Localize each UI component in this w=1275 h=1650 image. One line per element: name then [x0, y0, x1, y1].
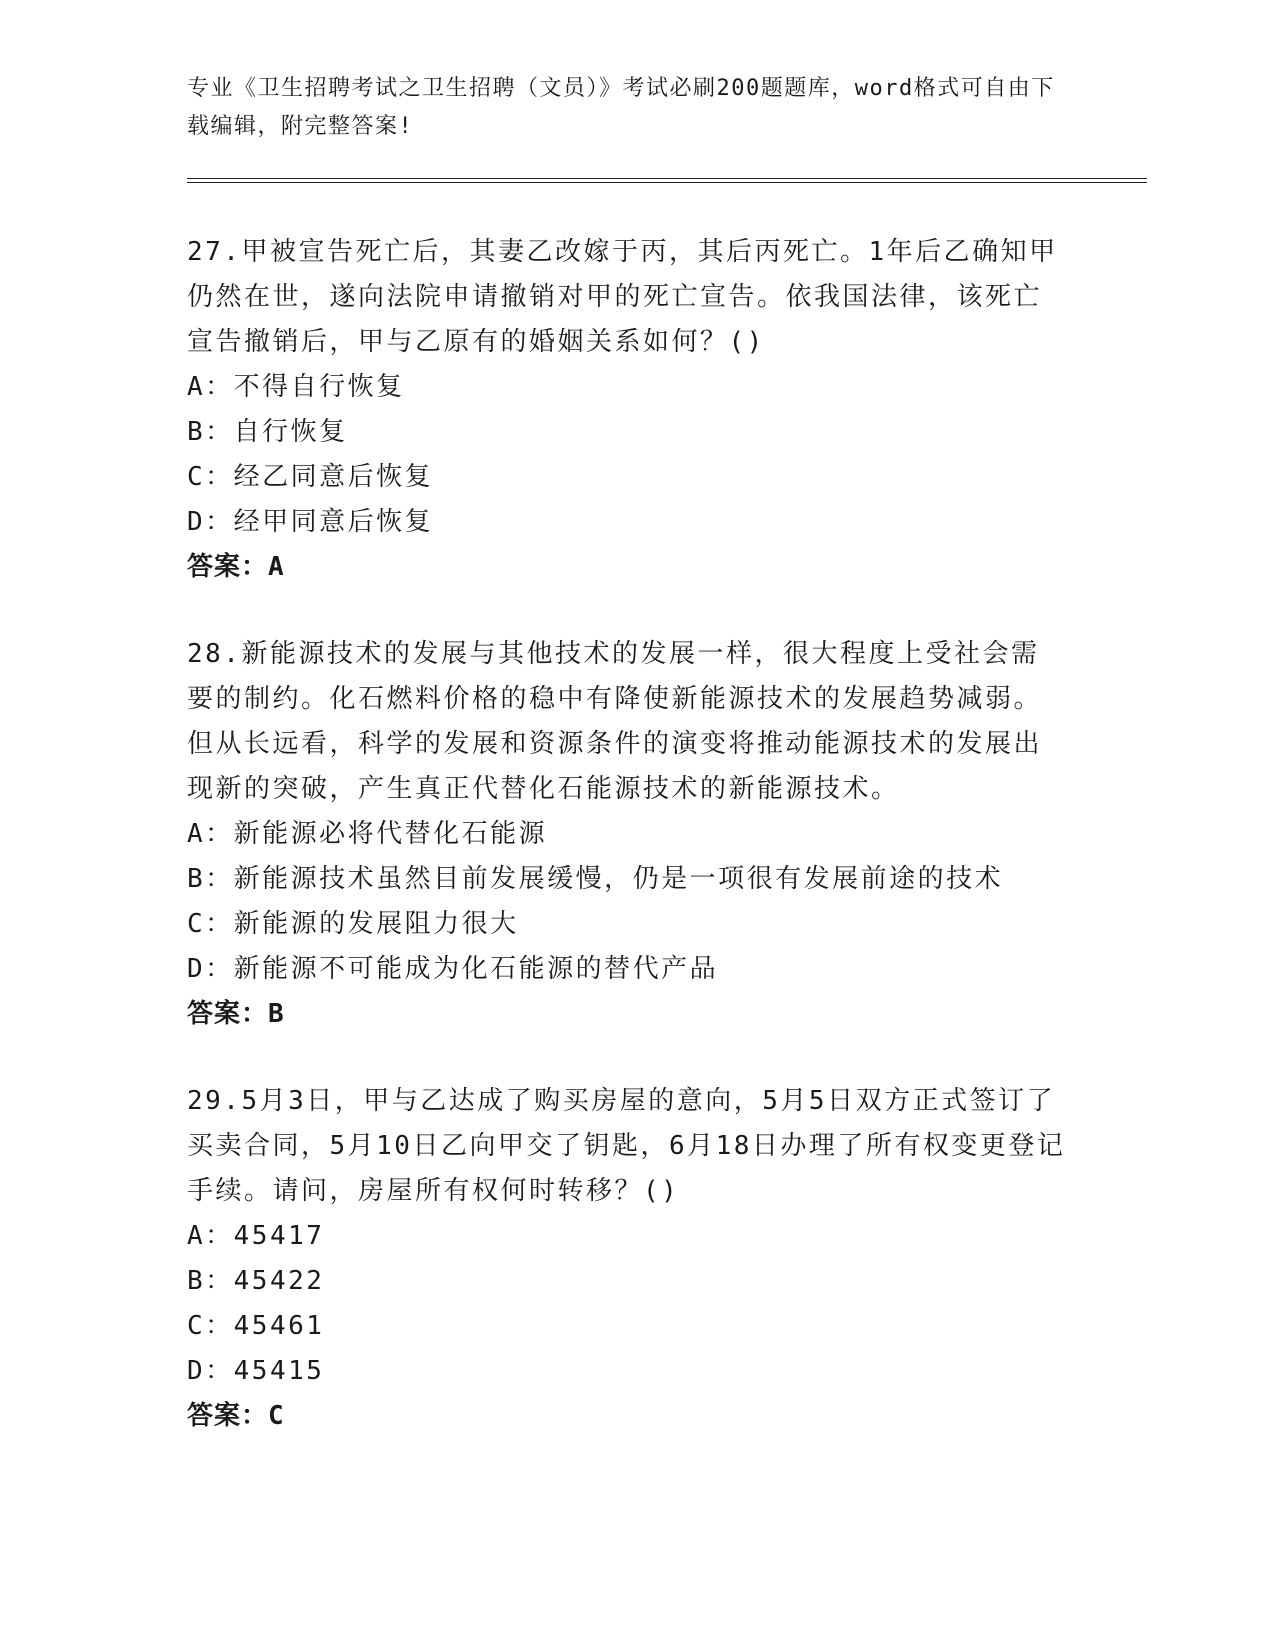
option-c: C：经乙同意后恢复	[187, 462, 434, 492]
question-stem: 28.新能源技术的发展与其他技术的发展一样，很大程度上受社会需要的制约。化石燃料价格的稳中有降使新能源技术的发展趋势减弱。但从长远看，科学的发展和资源条件的演变将推动能源技术的发展出现新的突破，产生真正代替化石能源技术的新能源技术。	[187, 639, 1043, 804]
option-a: A：45417	[187, 1221, 325, 1251]
option-c: C：45461	[187, 1311, 325, 1341]
option-b: B：自行恢复	[187, 417, 348, 447]
option-d: D：经甲同意后恢复	[187, 507, 434, 537]
option-a: A：新能源必将代替化石能源	[187, 819, 548, 849]
option-a: A：不得自行恢复	[187, 372, 405, 402]
answer: 答案：A	[187, 552, 285, 582]
option-d: D：45415	[187, 1356, 325, 1386]
option-d: D：新能源不可能成为化石能源的替代产品	[187, 954, 719, 984]
document-header: 专业《卫生招聘考试之卫生招聘（文员）》考试必刷200题题库，word格式可自由下载编辑，附完整答案!	[187, 76, 1055, 139]
option-c: C：新能源的发展阻力很大	[187, 909, 519, 939]
answer: 答案：C	[187, 1401, 285, 1431]
question-stem: 29.5月3日，甲与乙达成了购买房屋的意向，5月5日双方正式签订了买卖合同，5月10日乙向甲交了钥匙，6月18日办理了所有权变更登记手续。请问，房屋所有权何时转移？()	[187, 1086, 1066, 1206]
question-28	[187, 632, 1147, 1037]
question-29	[187, 1079, 1147, 1439]
question-stem: 27.甲被宣告死亡后，其妻乙改嫁于丙，其后丙死亡。1年后乙确知甲仍然在世，遂向法院申请撤销对甲的死亡宣告。依我国法律，该死亡宣告撤销后，甲与乙原有的婚姻关系如何？()	[187, 237, 1058, 357]
header-divider	[187, 178, 1147, 183]
option-b: B：45422	[187, 1266, 325, 1296]
answer: 答案：B	[187, 999, 285, 1029]
question-27	[187, 230, 1147, 590]
option-b: B：新能源技术虽然目前发展缓慢，仍是一项很有发展前途的技术	[187, 864, 1004, 894]
question-list	[187, 230, 1147, 1481]
document-page	[187, 70, 1147, 1431]
